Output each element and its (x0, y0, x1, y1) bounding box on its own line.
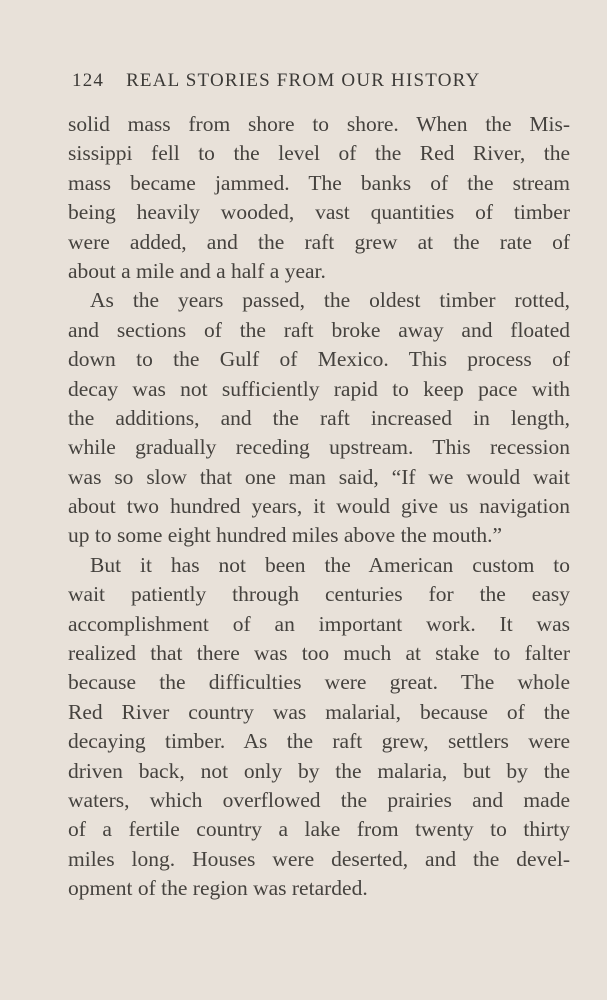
text-line: mass became jammed. The banks of the stream (68, 170, 570, 195)
text-line: of a fertile country a lake from twenty to thirty (68, 817, 570, 842)
text-line: because the difficulties were great. The whole (68, 670, 570, 695)
text-line: opment of the region was retarded. (68, 876, 368, 901)
text-line: wait patiently through centuries for the easy (68, 582, 570, 607)
text-line: sissippi fell to the level of the Red River, the (68, 141, 570, 166)
text-line: miles long. Houses were deserted, and the devel- (68, 846, 570, 871)
text-line: As the years passed, the oldest timber rotted, (90, 288, 570, 313)
text-line: accomplishment of an important work. It was (68, 611, 570, 636)
text-line: waters, which overflowed the prairies and made (68, 787, 570, 812)
text-line: Red River country was malarial, because of the (68, 699, 570, 724)
text-line: solid mass from shore to shore. When the Mis- (68, 112, 570, 136)
page-header (72, 70, 542, 100)
text-line: about a mile and a half a year. (68, 258, 326, 283)
text-line: the additions, and the raft increased in length, (68, 405, 570, 430)
running-title: REAL STORIES FROM OUR HISTORY (126, 70, 481, 91)
text-line: decaying timber. As the raft grew, settlers were (68, 729, 570, 754)
text-line: and sections of the raft broke away and floated (68, 317, 570, 342)
text-line: was so slow that one man said, “If we would wait (68, 464, 570, 489)
text-line: up to some eight hundred miles above the mouth.” (68, 523, 503, 548)
text-line: realized that there was too much at stake to falter (68, 641, 570, 666)
text-line: being heavily wooded, vast quantities of timber (68, 200, 570, 225)
text-line: decay was not sufficiently rapid to keep pace with (68, 376, 570, 401)
text-line: while gradually receding upstream. This recession (68, 435, 570, 460)
text-line: But it has not been the American custom to (90, 552, 570, 577)
text-line: driven back, not only by the malaria, but by the (68, 758, 570, 783)
body-text (68, 110, 570, 904)
text-line: about two hundred years, it would give us navigation (68, 494, 570, 519)
text-line: were added, and the raft grew at the rate of (68, 229, 570, 254)
page-number: 124 (72, 70, 105, 91)
text-line: down to the Gulf of Mexico. This process of (68, 347, 570, 372)
